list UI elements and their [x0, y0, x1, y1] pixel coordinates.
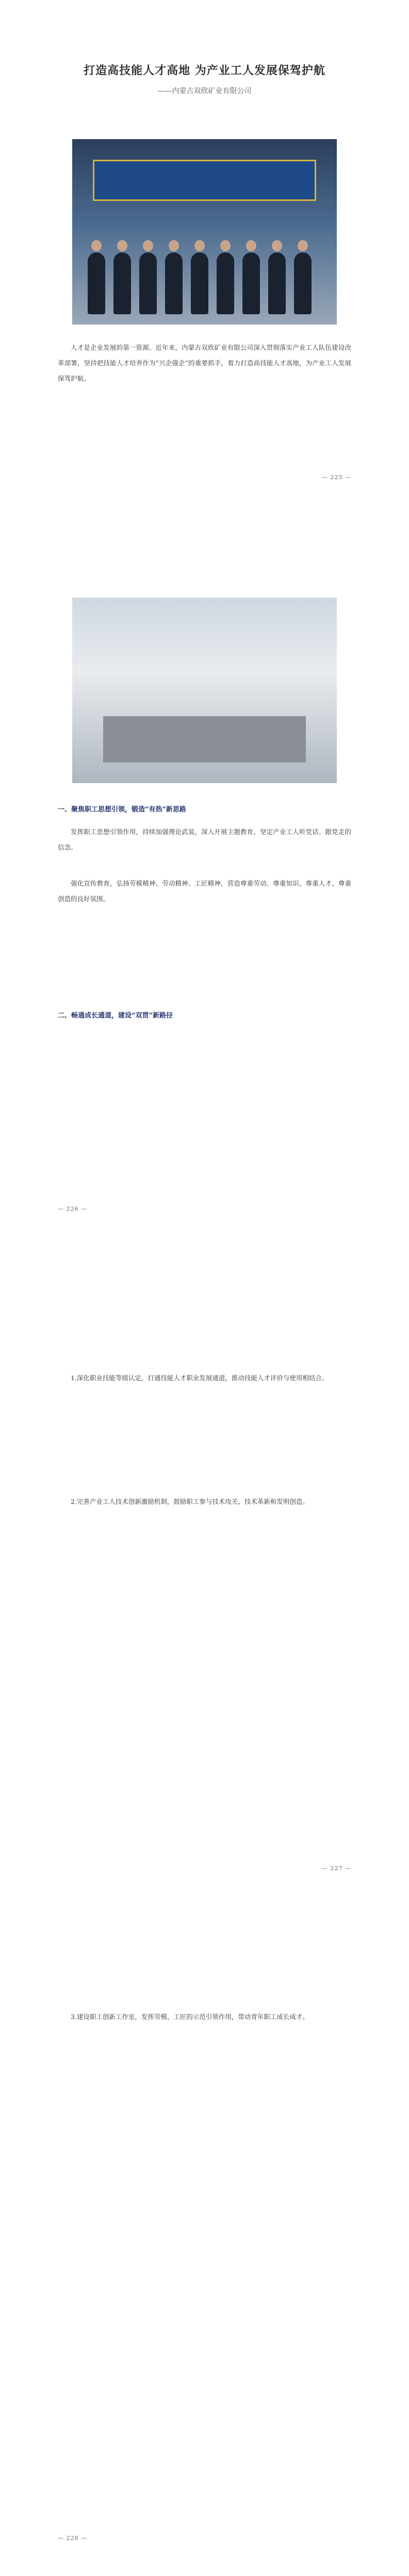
intro-paragraph: 人才是企业发展的第一资源。近年来，内蒙古双欣矿业有限公司深入贯彻落实产业工人队伍建设改革部署，坚持把技能人才培养作为“兴企强企”的重要抓手，着力打造高技能人才高地，为产业工人发展保驾护航。 [58, 344, 351, 382]
section-heading-2: 二、畅通成长通道，建设“双贯”新路径 [58, 1012, 173, 1020]
page-number: — 228 — [58, 2535, 87, 2541]
section-1-paragraph-1: 发挥职工思想引领作用，持续加强理论武装，深入开展主题教育，坚定产业工人听党话、跟党走的信念。 [58, 828, 351, 851]
page-number: — 226 — [58, 1206, 87, 1212]
article-title: 打造高技能人才高地 为产业工人发展保驾护航 [84, 64, 325, 77]
photo-banner [93, 160, 316, 201]
article-subtitle: ——内蒙古双欣矿业有限公司 [157, 87, 252, 95]
workshop-photo [72, 598, 337, 783]
section-2-paragraph-2: 2.完善产业工人技术创新激励机制，鼓励职工参与技术攻关、技术革新和发明创造。 [71, 1498, 309, 1505]
section-1-paragraph-2: 强化宣传教育，弘扬劳模精神、劳动精神、工匠精神，营造尊重劳动、尊重知识、尊重人才、尊重创造的良好氛围。 [58, 879, 351, 903]
page-number: — 225 — [322, 474, 351, 481]
section-2-paragraph-1: 1.深化职业技能等级认定，打通技能人才职业发展通道，推动技能人才评价与使用相结合。 [71, 1374, 329, 1382]
section-heading-1: 一、聚焦职工思想引领，锻造“有热”新思路 [58, 806, 186, 814]
photo-people [83, 232, 326, 314]
photo-desk [103, 716, 306, 762]
section-2-paragraph-3: 3.建设职工创新工作室，发挥劳模、工匠的示范引领作用，带动青年职工成长成才。 [71, 2013, 309, 2021]
group-photo [72, 139, 337, 325]
page-number: — 227 — [322, 1865, 351, 1872]
